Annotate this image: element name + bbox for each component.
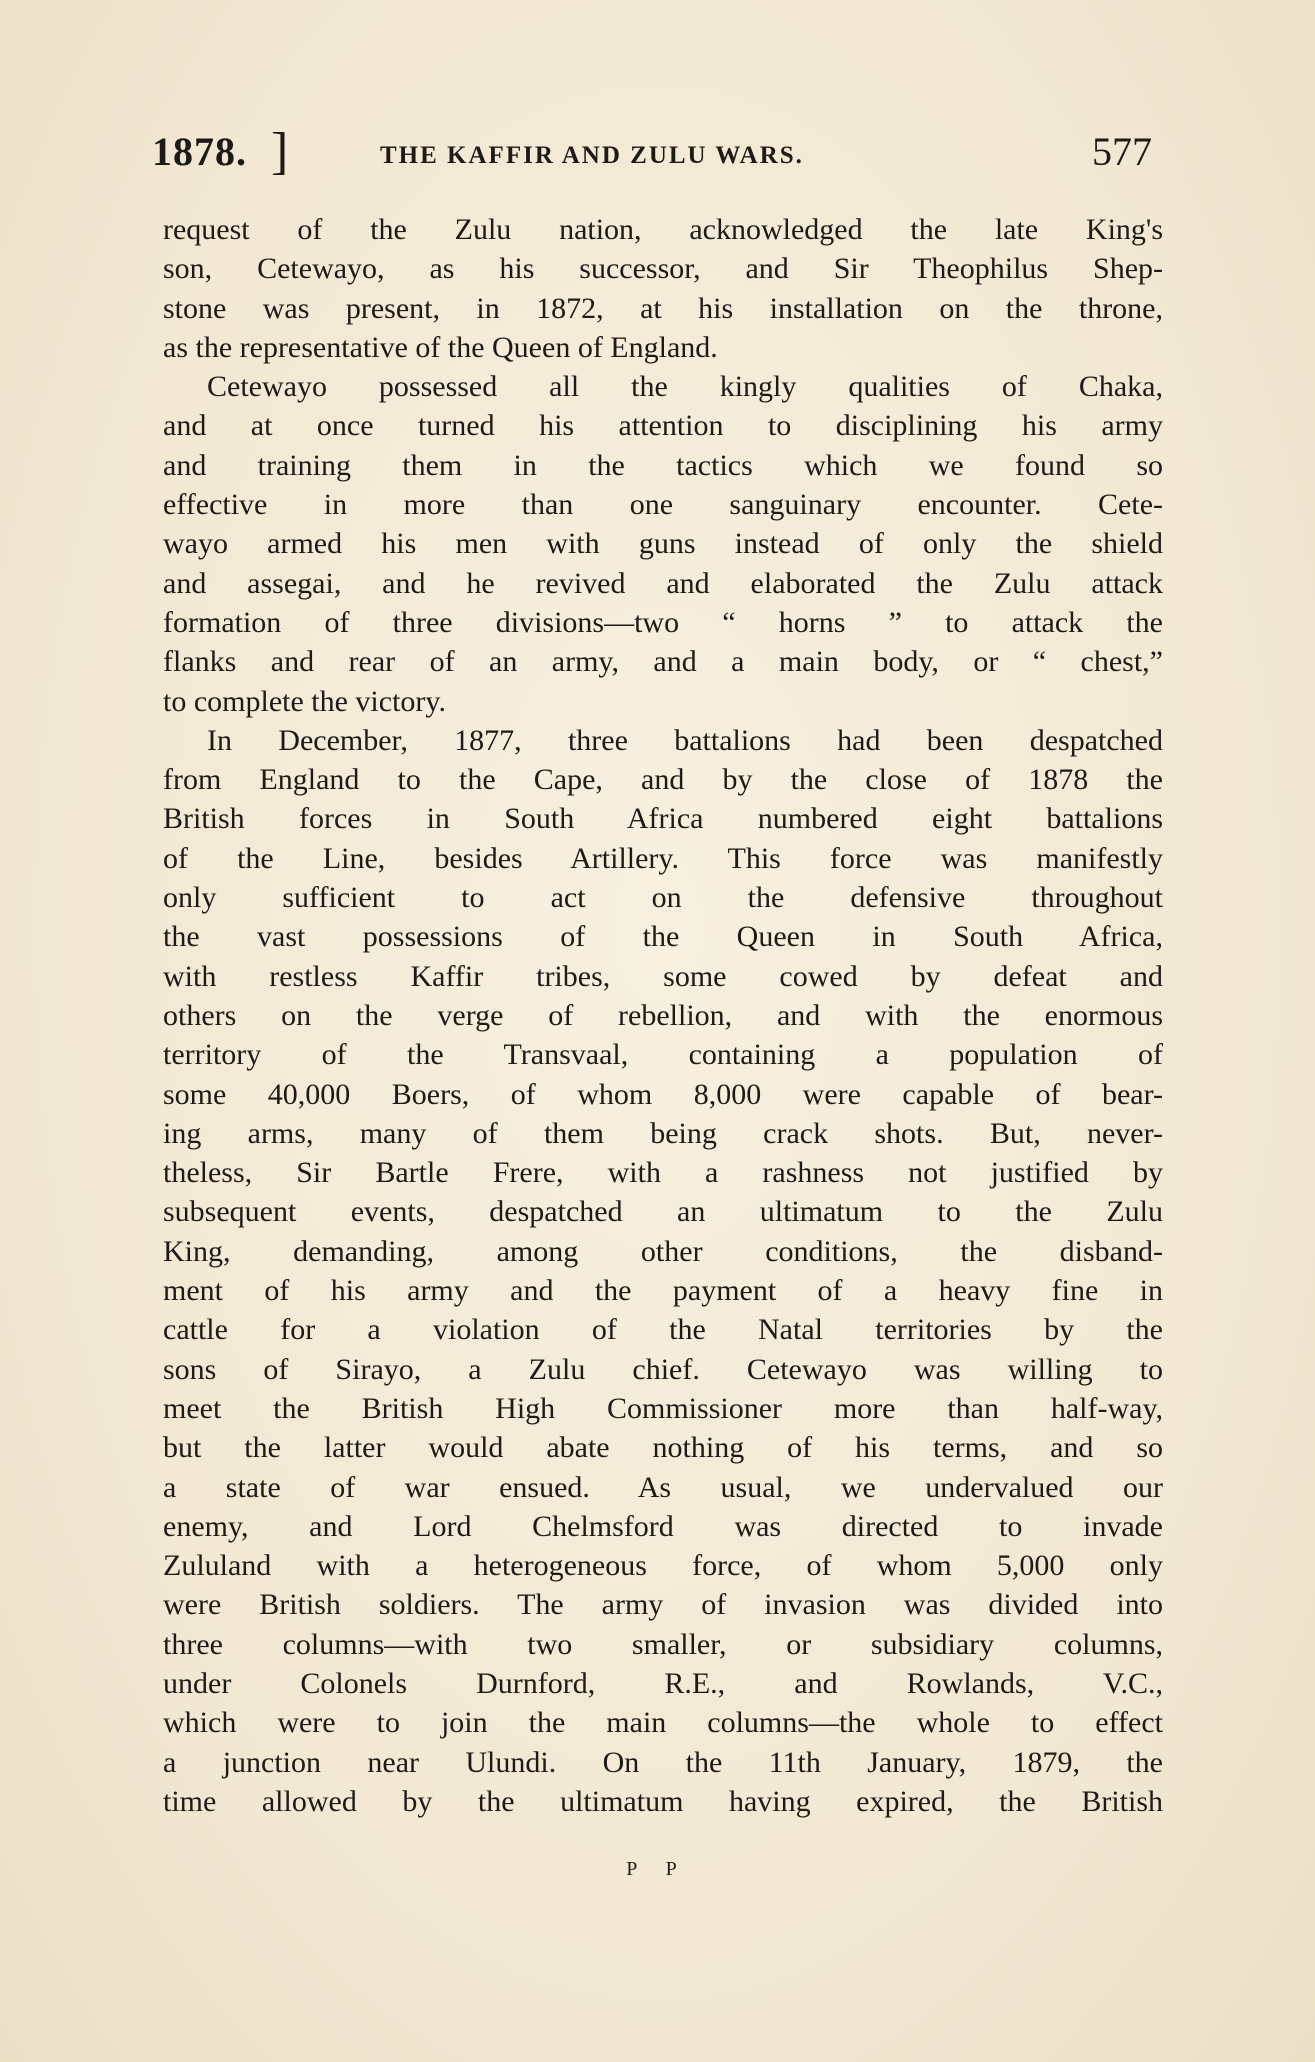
text-line: a junction near Ulundi. On the 11th January, 1879, the [163,1745,1163,1779]
text-line: others on the verge of rebellion, and with the enormous [163,998,1163,1032]
text-line: flanks and rear of an army, and a main body, or “ chest,” [163,645,1163,679]
text-line: theless, Sir Bartle Frere, with a rashness not justified by [163,1156,1163,1190]
text-line: and assegai, and he revived and elaborated the Zulu attack [163,566,1163,600]
text-line: Zululand with a heterogeneous force, of whom 5,000 only [163,1549,1163,1583]
text-line: effective in more than one sanguinary encounter. Cete- [163,488,1163,522]
text-line: cattle for a violation of the Natal territories by the [163,1313,1163,1347]
body-text [163,210,1163,1821]
text-line: Cetewayo possessed all the kingly qualities of Chaka, [207,370,1163,404]
text-line: with restless Kaffir tribes, some cowed by defeat and [163,959,1163,993]
text-line: of the Line, besides Artillery. This force was manifestly [163,841,1163,875]
header-title: THE KAFFIR AND ZULU WARS. [380,142,804,169]
text-line: the vast possessions of the Queen in South Africa, [163,920,1163,954]
text-line: territory of the Transvaal, containing a population of [163,1038,1163,1072]
text-line: as the representative of the Queen of England. [163,330,718,364]
text-line: from England to the Cape, and by the close of 1878 the [163,763,1163,797]
text-line: ing arms, many of them being crack shots. But, never- [163,1116,1163,1150]
text-line: enemy, and Lord Chelmsford was directed to invade [163,1509,1163,1543]
text-line: which were to join the main columns—the whole to effect [163,1706,1163,1740]
text-line: request of the Zulu nation, acknowledged the late King's [163,213,1163,246]
text-line: sons of Sirayo, a Zulu chief. Cetewayo was willing to [163,1352,1163,1386]
text-line: to complete the victory. [163,684,446,718]
text-line: were British soldiers. The army of invasion was divided into [163,1588,1163,1622]
text-line: In December, 1877, three battalions had been despatched [207,723,1163,757]
text-line: under Colonels Durnford, R.E., and Rowlands, V.C., [163,1666,1163,1700]
text-line: wayo armed his men with guns instead of only the shield [163,527,1163,561]
signature-mark: P P [626,1858,689,1880]
text-line: King, demanding, among other conditions, the disband- [163,1234,1163,1268]
running-header [152,123,1152,188]
text-line: but the latter would abate nothing of his terms, and so [163,1431,1163,1465]
text-line: time allowed by the ultimatum having expired, the British [163,1784,1163,1818]
text-line: three columns—with two smaller, or subsidiary columns, [163,1627,1163,1661]
text-line: stone was present, in 1872, at his installation on the throne, [163,291,1163,325]
text-line: some 40,000 Boers, of whom 8,000 were capable of bear- [163,1077,1163,1111]
page-number: 577 [1092,129,1152,174]
header-bracket: ] [271,123,289,180]
text-line: ment of his army and the payment of a heavy fine in [163,1274,1163,1308]
header-year: 1878. [152,129,247,174]
text-line: and at once turned his attention to disciplining his army [163,409,1163,443]
text-line: formation of three divisions—two “ horns ” to attack the [163,605,1163,639]
text-line: son, Cetewayo, as his successor, and Sir Theophilus Shep- [163,252,1163,286]
text-line: and training them in the tactics which we found so [163,448,1163,482]
text-line: only sufficient to act on the defensive throughout [163,881,1163,915]
text-line: meet the British High Commissioner more than half-way, [163,1391,1163,1425]
text-line: a state of war ensued. As usual, we undervalued our [163,1470,1163,1504]
text-line: subsequent events, despatched an ultimatum to the Zulu [163,1195,1163,1229]
text-line: British forces in South Africa numbered eight battalions [163,802,1163,836]
